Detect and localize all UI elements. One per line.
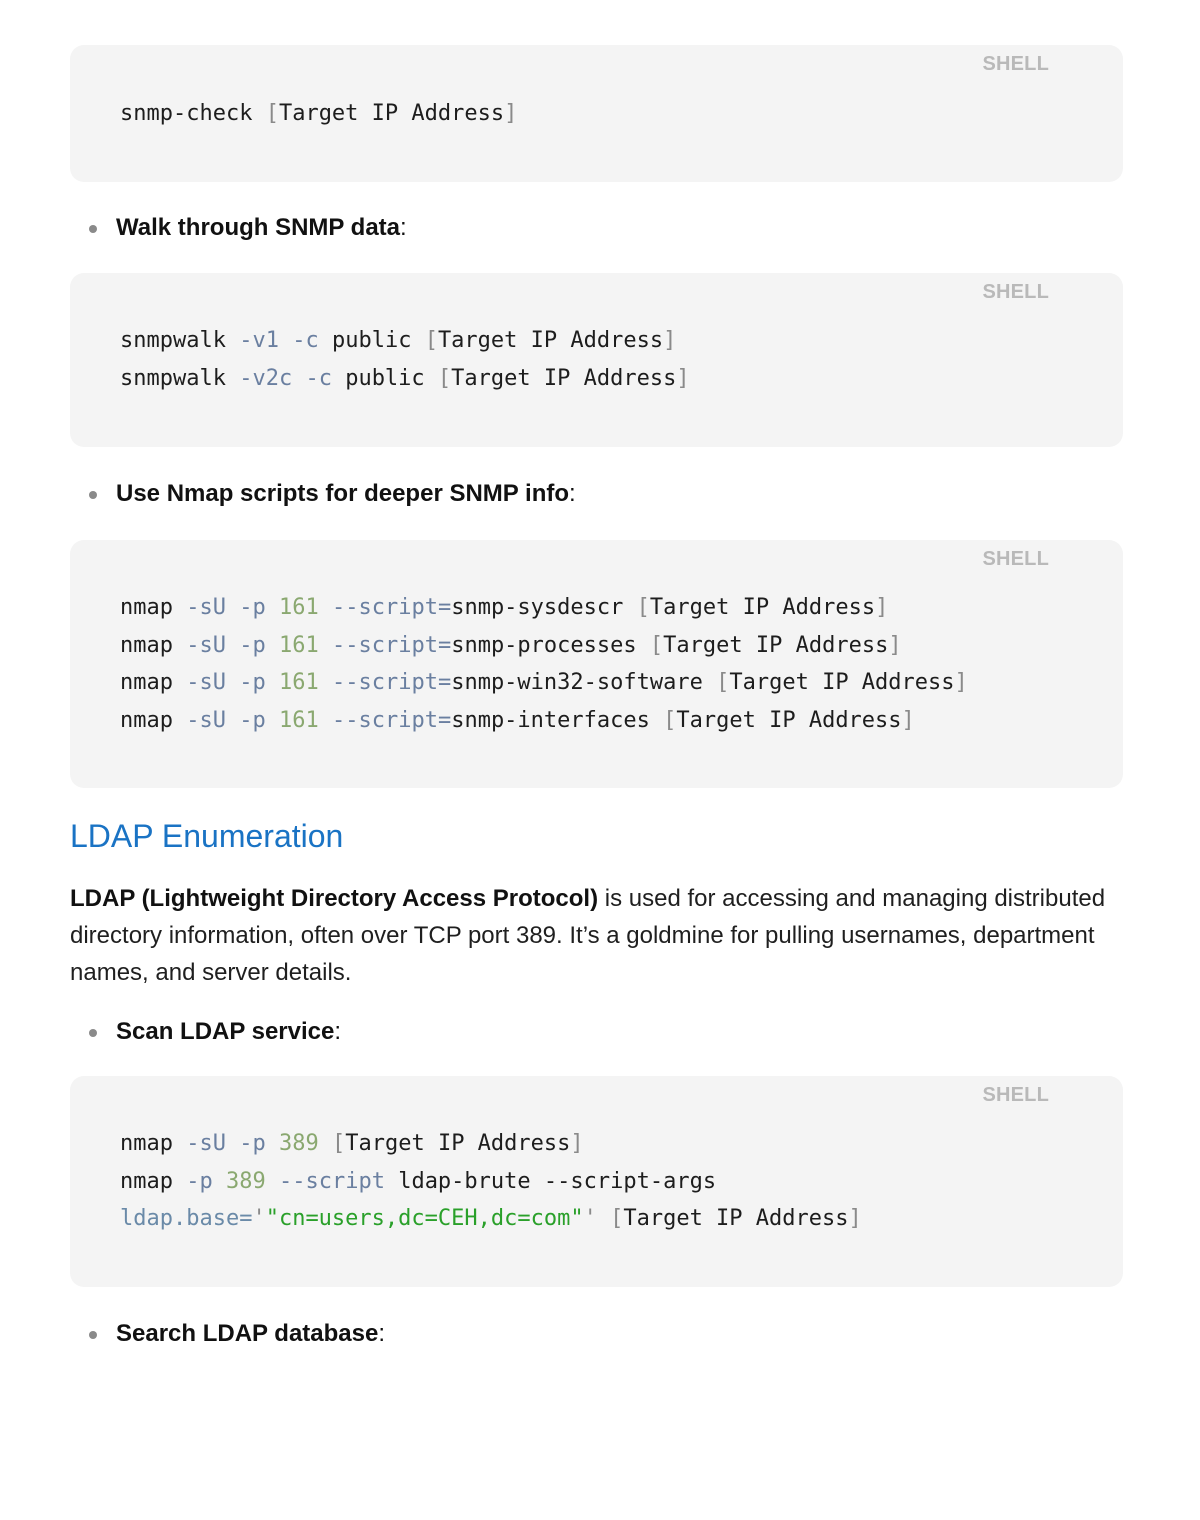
code-token — [319, 595, 332, 620]
code-token: 161 — [278, 632, 319, 658]
bullet-label: Walk through SNMP data — [116, 214, 401, 241]
bullet-dot — [89, 1331, 97, 1339]
code-line — [120, 702, 1073, 740]
code-block-snmpwalk — [70, 273, 1123, 447]
code-token: [ — [424, 328, 438, 353]
code-token: "cn=users,dc=CEH,dc=com" — [265, 1206, 584, 1231]
code-token: [ — [331, 1131, 346, 1156]
ldap-description-text: is used for accessing and managing distributed directory information, often over TCP port 389. It’s a goldmine for pulling usernames, department names, and server details. — [70, 885, 1106, 986]
code-block-snmp-check — [70, 45, 1123, 182]
code-token: snmp-processes — [451, 632, 650, 658]
code-token — [279, 328, 292, 353]
code-token: --script — [278, 1168, 385, 1194]
bullet-scan-ldap — [70, 1017, 1123, 1047]
code-lines — [120, 540, 1073, 739]
code-token: 389 — [225, 1168, 266, 1194]
code-token: ] — [663, 328, 677, 353]
code-token: snmp-check — [120, 101, 266, 126]
code-line — [120, 360, 1073, 398]
code-token: snmp-interfaces — [451, 707, 664, 733]
code-token: ] — [875, 595, 889, 620]
code-token: -v1 — [239, 328, 279, 353]
code-token: 389 — [278, 1131, 319, 1156]
code-token: Target IP Address — [663, 632, 889, 658]
code-token — [226, 595, 239, 620]
code-line — [120, 322, 1073, 360]
code-token — [319, 708, 332, 733]
code-token: --script= — [331, 707, 452, 733]
code-line — [120, 664, 1073, 702]
code-lines — [120, 1076, 1073, 1238]
code-token: [ — [610, 1206, 624, 1231]
code-token — [597, 1206, 610, 1231]
code-token — [266, 1131, 279, 1156]
code-token: Target IP Address — [729, 670, 955, 695]
code-token: -c — [292, 328, 319, 353]
bullet-dot — [89, 1029, 97, 1037]
code-token: snmp-win32-software — [451, 670, 717, 695]
code-token: nmap — [120, 632, 187, 658]
code-token: [ — [265, 101, 279, 126]
code-line — [120, 1163, 1073, 1201]
code-token: Target IP Address — [451, 365, 677, 391]
bullet-colon: : — [569, 480, 576, 507]
code-token: Target IP Address — [676, 707, 902, 733]
code-token: -v2c — [239, 365, 293, 391]
code-token: snmpwalk — [120, 365, 240, 391]
code-token: ldap-brute --script-args — [384, 1168, 717, 1194]
code-token: -p — [239, 1131, 266, 1156]
code-token: ' — [252, 1206, 266, 1231]
code-line — [120, 627, 1073, 665]
code-token: [ — [437, 365, 452, 391]
code-line — [120, 1200, 1073, 1238]
code-token: -sU — [186, 1131, 226, 1156]
code-lines — [120, 273, 1073, 397]
code-token: Target IP Address — [623, 1206, 849, 1231]
code-token: -p — [186, 1168, 213, 1194]
code-token: --script= — [331, 632, 452, 658]
code-token: [ — [636, 595, 650, 620]
bullet-label: Use Nmap scripts for deeper SNMP info — [116, 480, 569, 507]
code-token: nmap — [120, 670, 187, 695]
bullet-nmap-scripts — [70, 479, 1123, 509]
code-token: nmap — [120, 1168, 187, 1194]
code-token: -p — [239, 595, 266, 620]
code-token: Target IP Address — [278, 101, 505, 126]
code-token: [ — [649, 632, 664, 658]
bullet-dot — [89, 225, 97, 233]
code-token: nmap — [120, 595, 187, 620]
code-token — [226, 670, 239, 695]
code-token — [226, 633, 239, 658]
code-token: ] — [504, 101, 518, 126]
code-token: -sU — [186, 632, 226, 658]
code-token: -p — [239, 632, 266, 658]
code-token: -p — [239, 707, 266, 733]
code-token: public — [318, 328, 425, 353]
code-token: -sU — [186, 707, 226, 733]
code-token: ' — [583, 1206, 597, 1231]
section-heading-ldap: LDAP Enumeration — [70, 818, 344, 854]
code-token: -sU — [186, 595, 226, 620]
code-language-label: SHELL — [982, 281, 1049, 303]
code-line — [120, 1125, 1073, 1163]
code-language-label: SHELL — [982, 548, 1049, 570]
code-block-nmap-ldap — [70, 1076, 1123, 1287]
code-token: Target IP Address — [345, 1131, 571, 1156]
code-token: ] — [848, 1206, 862, 1231]
code-token: ] — [954, 670, 968, 695]
code-token: -p — [239, 670, 266, 695]
code-token: nmap — [120, 1131, 187, 1156]
code-token — [213, 1169, 226, 1194]
code-token: nmap — [120, 707, 187, 733]
code-token: ] — [676, 365, 690, 391]
code-token: snmpwalk — [120, 328, 240, 353]
bullet-label: Scan LDAP service — [116, 1018, 335, 1045]
code-line — [120, 95, 1073, 133]
code-line — [120, 589, 1073, 627]
bullet-colon: : — [378, 1320, 386, 1347]
code-token: public — [331, 365, 438, 391]
article-content — [70, 45, 1123, 1349]
code-token: ] — [888, 632, 902, 658]
code-token: [ — [663, 707, 677, 733]
code-token — [226, 708, 239, 733]
code-token — [266, 708, 279, 733]
code-token — [266, 670, 279, 695]
bullet-colon: : — [334, 1018, 342, 1045]
code-language-label: SHELL — [982, 53, 1049, 75]
bullet-dot — [89, 491, 97, 499]
code-token: Target IP Address — [649, 595, 876, 620]
code-token: ] — [901, 707, 915, 733]
code-token: -c — [305, 365, 332, 391]
code-token: ldap.base= — [120, 1206, 253, 1231]
code-token — [226, 1131, 239, 1156]
ldap-description — [70, 880, 1123, 991]
code-token — [266, 595, 279, 620]
code-token: 161 — [278, 595, 319, 620]
code-language-label: SHELL — [982, 1084, 1049, 1106]
bullet-colon: : — [400, 214, 407, 241]
code-token — [319, 1131, 332, 1156]
code-token — [266, 1169, 279, 1194]
code-token — [292, 366, 305, 391]
code-token: snmp-sysdescr — [451, 595, 637, 620]
code-token: 161 — [278, 707, 319, 733]
code-token: --script= — [331, 670, 452, 695]
code-token: ] — [570, 1131, 584, 1156]
code-token: [ — [716, 670, 730, 695]
bullet-walk-snmp — [70, 213, 1123, 243]
bullet-label: Search LDAP database — [116, 1320, 379, 1347]
code-token: 161 — [278, 670, 319, 695]
code-token: --script= — [331, 595, 452, 620]
code-token — [266, 633, 279, 658]
code-lines — [120, 45, 1073, 133]
code-token — [319, 633, 332, 658]
bullet-search-ldap — [70, 1319, 1123, 1349]
code-token: Target IP Address — [437, 328, 664, 353]
code-block-nmap-snmp — [70, 540, 1123, 788]
ldap-term: LDAP (Lightweight Directory Access Protocol) — [70, 885, 599, 912]
code-token: -sU — [186, 670, 226, 695]
code-token — [319, 670, 332, 695]
